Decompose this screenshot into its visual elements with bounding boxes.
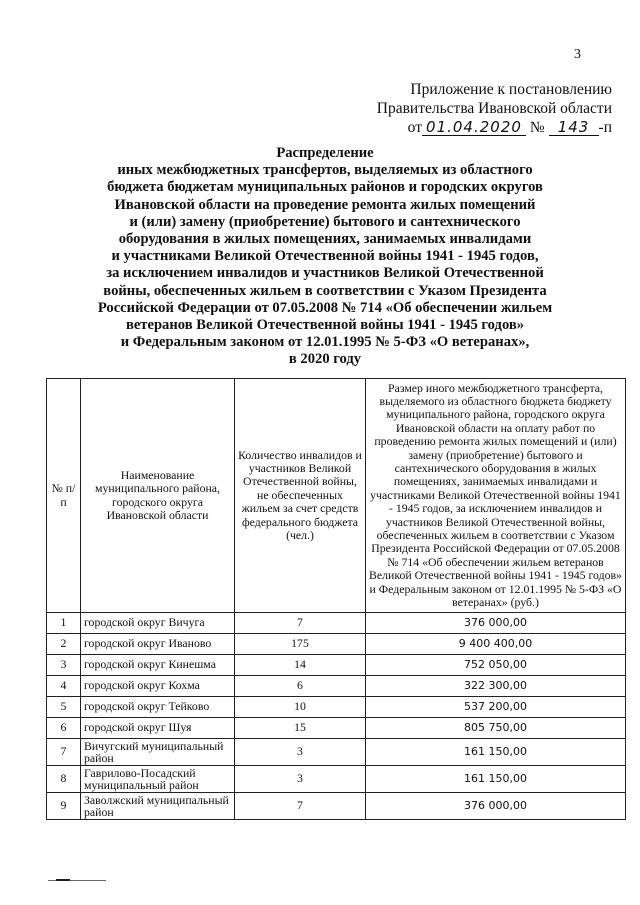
scan-artifact-line: [48, 880, 106, 881]
cell-num: 4: [47, 676, 81, 697]
title-line: бюджета бюджетам муниципальных районов и городских округов: [107, 179, 543, 196]
handwritten-number: 143: [549, 119, 599, 136]
cell-amount: 161 150,00: [366, 739, 626, 766]
cell-name: городской округ Иваново: [81, 634, 235, 655]
number-sign: №: [529, 119, 545, 136]
cell-count: 175: [235, 634, 366, 655]
cell-name: городской округ Вичуга: [81, 613, 235, 634]
cell-name: городской округ Кинешма: [81, 655, 235, 676]
cell-name: Заволжский муниципальный район: [81, 793, 235, 820]
page-number: 3: [574, 47, 581, 62]
title-line: в 2020 году: [288, 351, 362, 368]
cell-count: 14: [235, 655, 366, 676]
cell-name: городской округ Тейково: [81, 697, 235, 718]
table-row: [47, 718, 626, 739]
table-row: [47, 697, 626, 718]
title-line: ветеранов Великой Отечественной войны 1941 - 1945 годов»: [125, 317, 525, 334]
title-line: Российской Федерации от 07.05.2008 № 714 «Об обеспечении жильем: [97, 299, 553, 316]
header-num: № п/п: [47, 379, 81, 613]
document-title: [60, 145, 590, 369]
cell-amount: 376 000,00: [366, 613, 626, 634]
cell-num: 2: [47, 634, 81, 655]
cell-amount: 376 000,00: [366, 793, 626, 820]
cell-num: 1: [47, 613, 81, 634]
cell-amount: 537 200,00: [366, 697, 626, 718]
cell-amount: 752 050,00: [366, 655, 626, 676]
cell-amount: 161 150,00: [366, 766, 626, 793]
cell-count: 15: [235, 718, 366, 739]
table-row: [47, 793, 626, 820]
cell-amount: 805 750,00: [366, 718, 626, 739]
cell-count: 10: [235, 697, 366, 718]
cell-count: 7: [235, 793, 366, 820]
cell-num: 7: [47, 739, 81, 766]
title-line: и (или) замену (приобретение) бытового и сантехнического: [129, 213, 521, 230]
cell-amount: 9 400 400,00: [366, 634, 626, 655]
title-line: оборудования в жилых помещениях, занимаемых инвалидами: [118, 231, 532, 248]
cell-name: городской округ Шуя: [81, 718, 235, 739]
table-header-row: [47, 379, 626, 613]
cell-name: Гаврилово-Посадский муниципальный район: [81, 766, 235, 793]
cell-name: Вичугский муниципальный район: [81, 739, 235, 766]
table-row: [47, 634, 626, 655]
table-row: [47, 739, 626, 766]
table-row: [47, 655, 626, 676]
title-line: и участниками Великой Отечественной войны 1941 - 1945 годов,: [111, 248, 539, 265]
cell-count: 7: [235, 613, 366, 634]
cell-num: 5: [47, 697, 81, 718]
title-line: Ивановской области на проведение ремонта жилых помещений: [114, 196, 536, 213]
header-count: Количество инвалидов и участников Великой Отечественной войны, не обеспеченных жильем за счет средств федерального бюджета (чел.): [235, 379, 366, 613]
cell-num: 9: [47, 793, 81, 820]
number-suffix: -п: [598, 119, 612, 136]
cell-count: 3: [235, 766, 366, 793]
title-line: и Федеральным законом от 12.01.1995 № 5-ФЗ «О ветеранах»,: [120, 334, 530, 351]
title-line: за исключением инвалидов и участников Великой Отечественной: [106, 265, 544, 282]
appendix-line-3: [408, 118, 612, 137]
table-row: [47, 613, 626, 634]
header-name: Наименование муниципального района, городского округа Ивановской области: [81, 379, 235, 613]
cell-amount: 322 300,00: [366, 676, 626, 697]
header-amount: Размер иного межбюджетного трансферта, выделяемого из областного бюджета бюджету муниципального района, городского округа Ивановской области на оплату работ по проведению ремонта жилых помещений и (или) замену (приобретение) бытового и сантехнического оборудования в жилых помещениях, занимаемых инвалидами и участниками Великой Отечественной войны 1941 - 1945 годов, за исключением инвалидов и участников Великой Отечественной войны, обеспеченных жильем в соответствии с Указом Президента Российской Федерации от 07.05.2008 № 714 «Об обеспечении жильем ветеранов Великой Отечественной войны 1941 - 1945 годов» и Федеральным законом от 12.01.1995 № 5-ФЗ «О ветеранах» (руб.): [366, 379, 626, 613]
title-line: иных межбюджетных трансфертов, выделяемых из областного: [117, 162, 533, 179]
cell-num: 8: [47, 766, 81, 793]
appendix-line-1: Приложение к постановлению: [410, 81, 612, 98]
cell-count: 6: [235, 676, 366, 697]
cell-count: 3: [235, 739, 366, 766]
handwritten-date: 01.04.2020: [422, 119, 526, 136]
cell-name: городской округ Кохма: [81, 676, 235, 697]
distribution-table: [46, 378, 626, 820]
appendix-line-2: Правительства Ивановской области: [376, 100, 612, 117]
cell-num: 6: [47, 718, 81, 739]
table-row: [47, 676, 626, 697]
title-line: войны, обеспеченных жильем в соответствии с Указом Президента: [103, 282, 547, 299]
appendix-prefix: от: [407, 119, 422, 136]
title-heading: Распределение: [276, 145, 374, 161]
table-row: [47, 766, 626, 793]
appendix-header: [377, 80, 612, 137]
cell-num: 3: [47, 655, 81, 676]
